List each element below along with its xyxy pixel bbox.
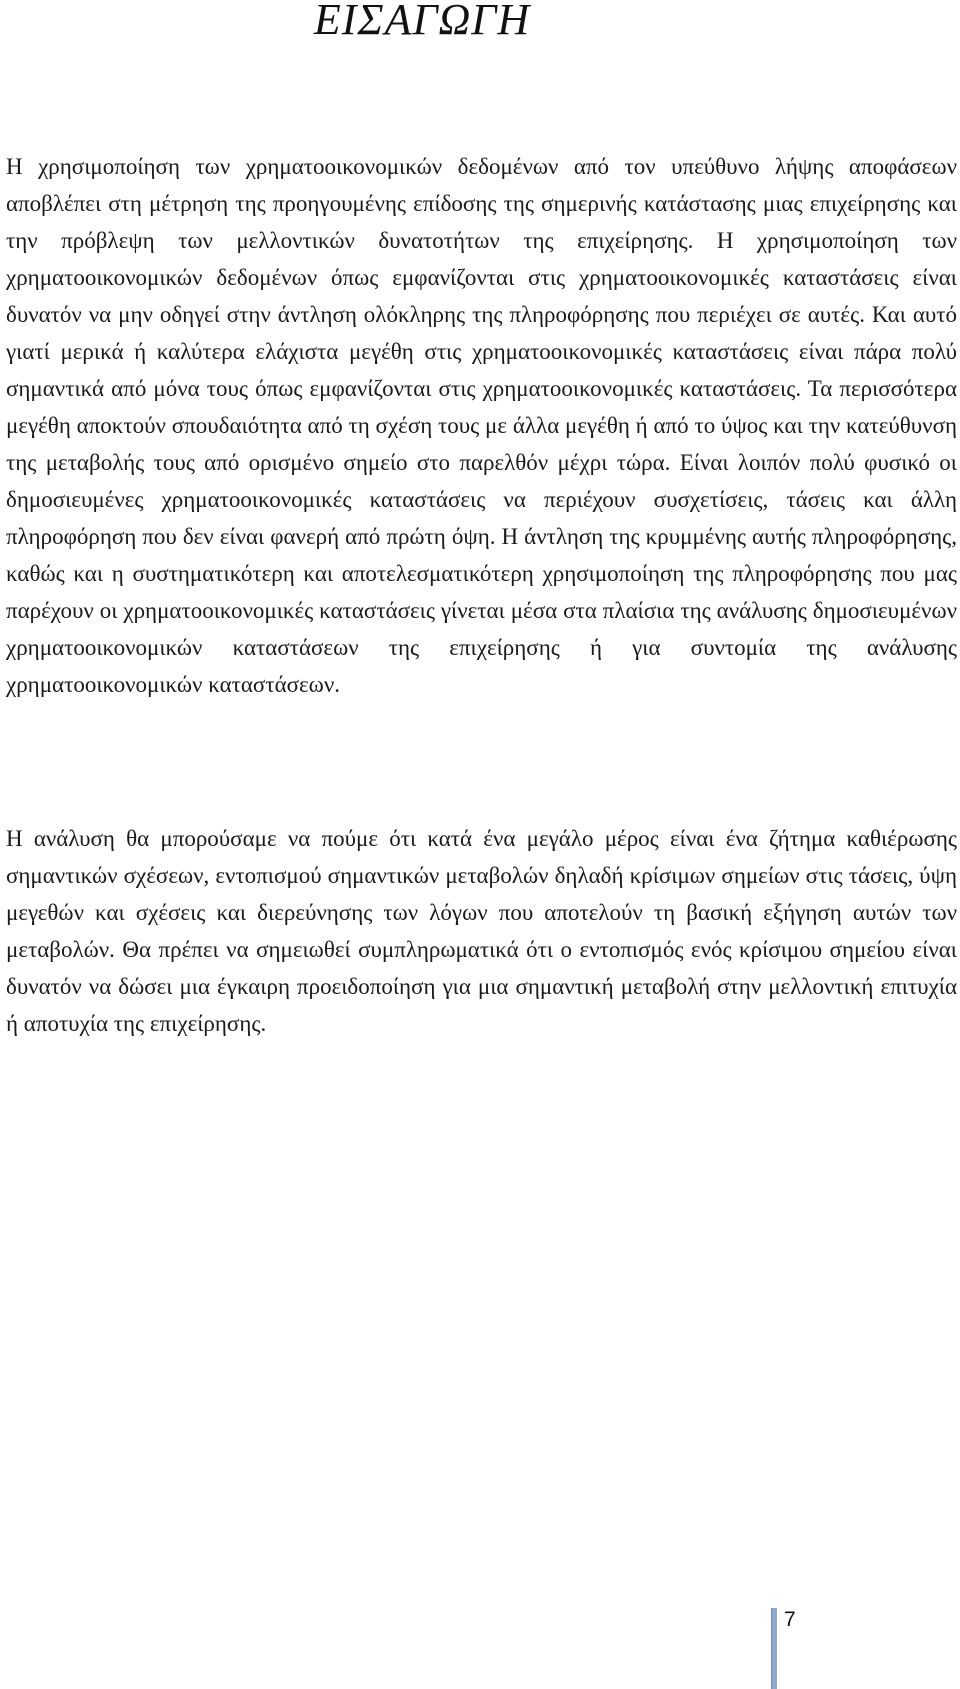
paragraph-analysis: Η ανάλυση θα μπορούσαμε να πούμε ότι κατά ένα μεγάλο μέρος είναι ένα ζήτημα καθιέρωσης σημαντικών σχέσεων, εντοπισμού σημαντικών μεταβολών δηλαδή κρίσιμων σημείων στις τάσεις, ύψη μεγεθών και σχέσεις και διερεύνησης των λόγων που αποτελούν τη βασική εξήγηση αυτών των μεταβολών. Θα πρέπει να σημειωθεί συμπληρωματικά ότι ο εντοπισμός ενός κρίσιμου σημείου είναι δυνατόν να δώσει μια έγκαιρη προειδοποίηση για μια σημαντική μεταβολή στην μελλοντική επιτυχία ή αποτυχία της επιχείρησης.	[6, 826, 957, 1036]
paragraph-introduction: Η χρησιμοποίηση των χρηματοοικονομικών δεδομένων από τον υπεύθυνο λήψης αποφάσεων αποβλέπει στη μέτρηση της προηγουμένης επίδοσης της σημερινής κατάστασης μιας επιχείρησης και την πρόβλεψη των μελλοντικών δυνατοτήτων της επιχείρησης. Η χρησιμοποίηση των χρηματοοικονομικών δεδομένων όπως εμφανίζονται στις χρηματοοικονομικές καταστάσεις είναι δυνατόν να μην οδηγεί στην άντληση ολόκληρης της πληροφόρησης που περιέχει σε αυτές. Και αυτό γιατί μερικά ή καλύτερα ελάχιστα μεγέθη στις χρηματοοικονομικές καταστάσεις είναι πάρα πολύ σημαντικά από μόνα τους όπως εμφανίζονται στις χρηματοοικονομικές καταστάσεις. Τα περισσότερα μεγέθη αποκτούν σπουδαιότητα από τη σχέση τους με άλλα μεγέθη ή από το ύψος και την κατεύθυνση της μεταβολής τους από ορισμένο σημείο στο παρελθόν μέχρι τώρα. Είναι λοιπόν πολύ φυσικό οι δημοσιευμένες χρηματοοικονομικές καταστάσεις να περιέχουν συσχετίσεις, τάσεις και άλλη πληροφόρηση που δεν είναι φανερή από πρώτη όψη. Η άντληση της κρυμμένης αυτής πληροφόρησης, καθώς και η συστηματικότερη και αποτελεσματικότερη χρησιμοποίηση της πληροφόρησης που μας παρέχουν οι χρηματοοικονομικές καταστάσεις γίνεται μέσα στα πλαίσια της ανάλυσης δημοσιευμένων χρηματοοικονομικών καταστάσεων της επιχείρησης ή για συντομία της ανάλυσης χρηματοοικονομικών καταστάσεων.	[6, 154, 957, 697]
footer-accent-bar	[771, 1608, 777, 1689]
page-number: 7	[784, 1608, 796, 1631]
page-title: ΕΙΣΑΓΩΓΗ	[313, 0, 531, 44]
